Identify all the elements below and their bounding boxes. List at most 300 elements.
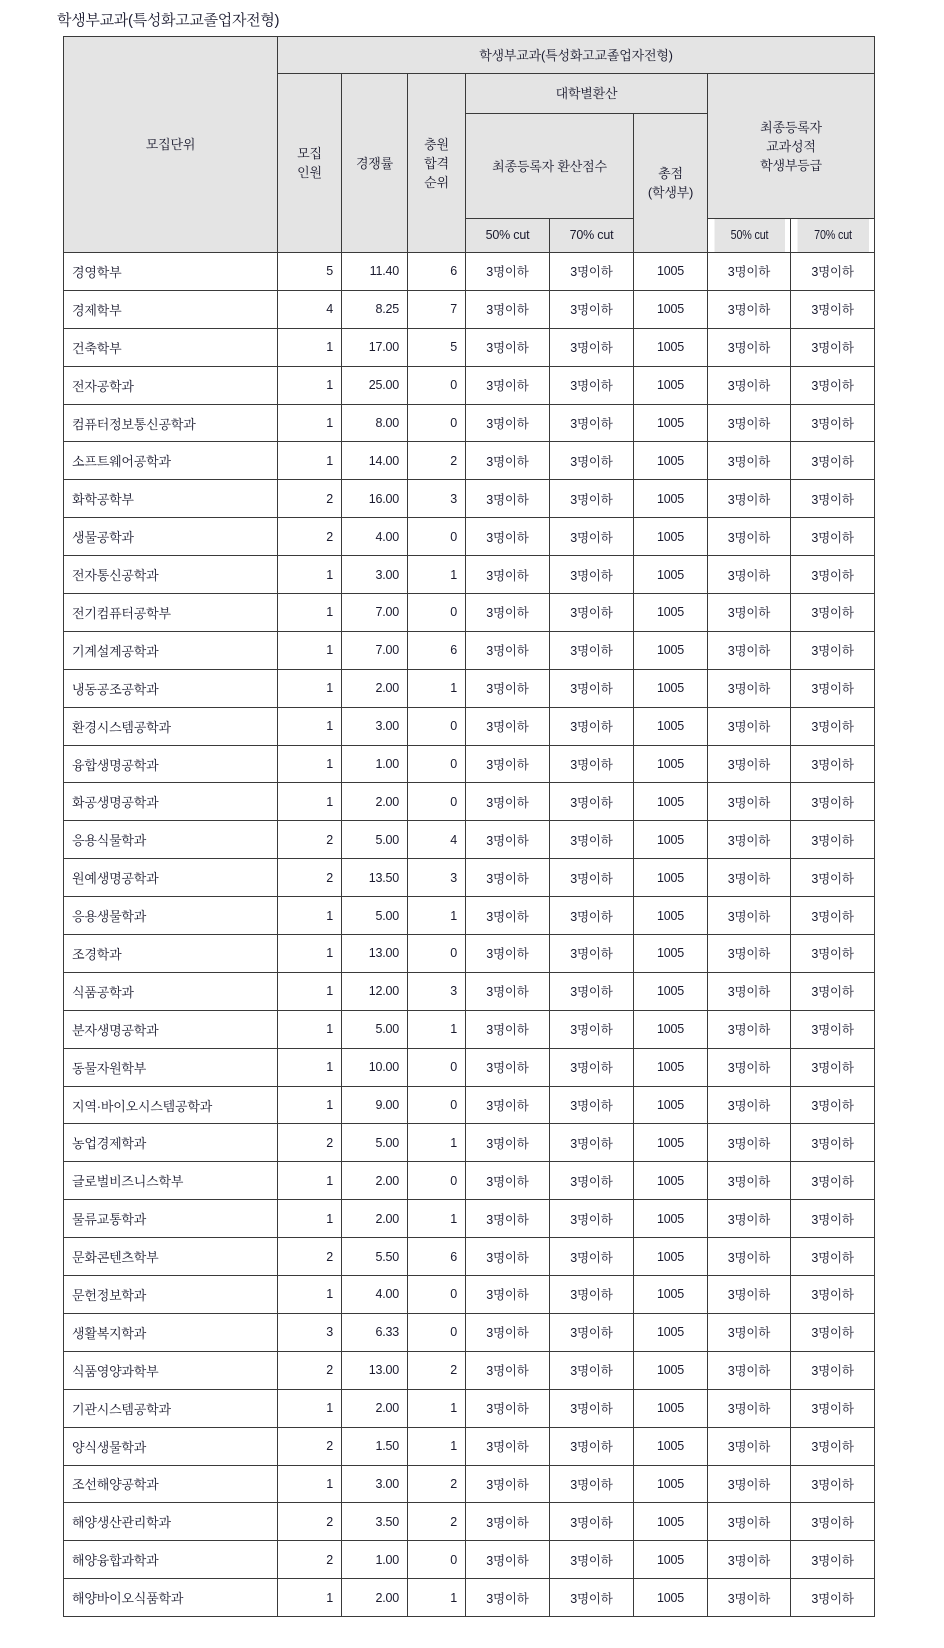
cell-quota: 1 bbox=[278, 707, 342, 745]
cell-total: 1005 bbox=[634, 1124, 708, 1162]
table-row bbox=[64, 404, 875, 442]
cell-conv-cut50: 3명이하 bbox=[466, 1313, 550, 1351]
cell-total: 1005 bbox=[634, 1048, 708, 1086]
cell-grade-cut70: 3명이하 bbox=[791, 897, 875, 935]
cell-conv-cut70: 3명이하 bbox=[550, 1124, 634, 1162]
cell-conv-cut70: 3명이하 bbox=[550, 1313, 634, 1351]
cell-conv-cut70: 3명이하 bbox=[550, 897, 634, 935]
cell-grade-cut70: 3명이하 bbox=[791, 783, 875, 821]
table-row bbox=[64, 821, 875, 859]
cell-quota: 1 bbox=[278, 1200, 342, 1238]
cell-total: 1005 bbox=[634, 1465, 708, 1503]
cell-unit: 해양융합과학과 bbox=[64, 1541, 278, 1579]
cell-conv-cut70: 3명이하 bbox=[550, 290, 634, 328]
cell-conv-cut50: 3명이하 bbox=[466, 1276, 550, 1314]
cell-ratio: 2.00 bbox=[342, 1162, 408, 1200]
cell-unit: 응용식물학과 bbox=[64, 821, 278, 859]
cell-grade-cut50: 3명이하 bbox=[708, 1200, 791, 1238]
table-row bbox=[64, 1579, 875, 1617]
cell-conv-cut50: 3명이하 bbox=[466, 1200, 550, 1238]
cell-grade-cut50: 3명이하 bbox=[708, 1427, 791, 1465]
cell-rank: 3 bbox=[408, 972, 466, 1010]
cell-grade-cut50: 3명이하 bbox=[708, 442, 791, 480]
cell-rank: 4 bbox=[408, 821, 466, 859]
header-total-line2: (학생부) bbox=[647, 185, 694, 200]
cell-quota: 1 bbox=[278, 1579, 342, 1617]
cell-total: 1005 bbox=[634, 1427, 708, 1465]
cell-conv-cut50: 3명이하 bbox=[466, 556, 550, 594]
cell-conv-cut70: 3명이하 bbox=[550, 859, 634, 897]
cell-rank: 1 bbox=[408, 1389, 466, 1427]
cell-unit: 원예생명공학과 bbox=[64, 859, 278, 897]
cell-conv-cut70: 3명이하 bbox=[550, 1351, 634, 1389]
cell-conv-cut70: 3명이하 bbox=[550, 442, 634, 480]
header-conv-cut70: 70% cut bbox=[550, 219, 634, 253]
cell-ratio: 4.00 bbox=[342, 518, 408, 556]
cell-ratio: 3.50 bbox=[342, 1503, 408, 1541]
cell-grade-cut50: 3명이하 bbox=[708, 253, 791, 291]
header-grade-cut50: 50% cut bbox=[713, 219, 784, 253]
table-row bbox=[64, 1238, 875, 1276]
table-row bbox=[64, 783, 875, 821]
cell-quota: 2 bbox=[278, 859, 342, 897]
cell-grade-cut50: 3명이하 bbox=[708, 745, 791, 783]
cell-ratio: 2.00 bbox=[342, 783, 408, 821]
cell-conv-cut70: 3명이하 bbox=[550, 1048, 634, 1086]
table-row bbox=[64, 1124, 875, 1162]
cell-grade-cut50: 3명이하 bbox=[708, 290, 791, 328]
cell-ratio: 6.33 bbox=[342, 1313, 408, 1351]
cell-ratio: 25.00 bbox=[342, 366, 408, 404]
cell-total: 1005 bbox=[634, 290, 708, 328]
cell-grade-cut50: 3명이하 bbox=[708, 1086, 791, 1124]
cell-quota: 1 bbox=[278, 404, 342, 442]
header-grade-group bbox=[708, 74, 875, 219]
cell-unit: 기계설계공학과 bbox=[64, 631, 278, 669]
cell-conv-cut50: 3명이하 bbox=[466, 1351, 550, 1389]
cell-grade-cut70: 3명이하 bbox=[791, 1124, 875, 1162]
cell-rank: 1 bbox=[408, 1200, 466, 1238]
table-row bbox=[64, 1465, 875, 1503]
cell-conv-cut50: 3명이하 bbox=[466, 935, 550, 973]
cell-conv-cut50: 3명이하 bbox=[466, 972, 550, 1010]
cell-grade-cut50: 3명이하 bbox=[708, 935, 791, 973]
cell-rank: 1 bbox=[408, 669, 466, 707]
cell-total: 1005 bbox=[634, 631, 708, 669]
table-body bbox=[64, 253, 875, 1617]
cell-total: 1005 bbox=[634, 253, 708, 291]
cell-grade-cut70: 3명이하 bbox=[791, 290, 875, 328]
cell-rank: 0 bbox=[408, 935, 466, 973]
cell-grade-cut70: 3명이하 bbox=[791, 442, 875, 480]
cell-quota: 2 bbox=[278, 1238, 342, 1276]
cell-grade-cut50: 3명이하 bbox=[708, 480, 791, 518]
table-row bbox=[64, 594, 875, 632]
admissions-table-container bbox=[63, 36, 874, 1617]
header-rank bbox=[408, 74, 466, 253]
cell-ratio: 4.00 bbox=[342, 1276, 408, 1314]
cell-conv-cut70: 3명이하 bbox=[550, 366, 634, 404]
cell-grade-cut70: 3명이하 bbox=[791, 1010, 875, 1048]
cell-ratio: 14.00 bbox=[342, 442, 408, 480]
admissions-results-table bbox=[63, 36, 875, 1617]
cell-conv-cut50: 3명이하 bbox=[466, 1427, 550, 1465]
cell-grade-cut50: 3명이하 bbox=[708, 707, 791, 745]
cell-conv-cut50: 3명이하 bbox=[466, 404, 550, 442]
cell-unit: 환경시스템공학과 bbox=[64, 707, 278, 745]
cell-unit: 전자공학과 bbox=[64, 366, 278, 404]
cell-grade-cut50: 3명이하 bbox=[708, 1503, 791, 1541]
cell-quota: 1 bbox=[278, 1389, 342, 1427]
cell-rank: 0 bbox=[408, 1541, 466, 1579]
header-total-score bbox=[634, 114, 708, 253]
cell-unit: 융합생명공학과 bbox=[64, 745, 278, 783]
table-row bbox=[64, 480, 875, 518]
cell-rank: 0 bbox=[408, 594, 466, 632]
cell-conv-cut50: 3명이하 bbox=[466, 669, 550, 707]
cell-conv-cut50: 3명이하 bbox=[466, 1010, 550, 1048]
cell-ratio: 2.00 bbox=[342, 1389, 408, 1427]
cell-ratio: 8.25 bbox=[342, 290, 408, 328]
cell-ratio: 16.00 bbox=[342, 480, 408, 518]
cell-ratio: 5.00 bbox=[342, 821, 408, 859]
cell-unit: 조선해양공학과 bbox=[64, 1465, 278, 1503]
cell-conv-cut50: 3명이하 bbox=[466, 480, 550, 518]
cell-unit: 화공생명공학과 bbox=[64, 783, 278, 821]
header-unit-column: 모집단위 bbox=[64, 37, 278, 253]
cell-quota: 1 bbox=[278, 1465, 342, 1503]
cell-rank: 3 bbox=[408, 480, 466, 518]
cell-unit: 물류교통학과 bbox=[64, 1200, 278, 1238]
cell-conv-cut70: 3명이하 bbox=[550, 556, 634, 594]
cell-quota: 2 bbox=[278, 1351, 342, 1389]
cell-quota: 1 bbox=[278, 556, 342, 594]
table-row bbox=[64, 1048, 875, 1086]
cell-unit: 소프트웨어공학과 bbox=[64, 442, 278, 480]
cell-grade-cut50: 3명이하 bbox=[708, 1579, 791, 1617]
cell-unit: 경제학부 bbox=[64, 290, 278, 328]
cell-ratio: 11.40 bbox=[342, 253, 408, 291]
cell-ratio: 8.00 bbox=[342, 404, 408, 442]
table-row bbox=[64, 1351, 875, 1389]
cell-conv-cut70: 3명이하 bbox=[550, 480, 634, 518]
cell-grade-cut50: 3명이하 bbox=[708, 366, 791, 404]
cell-conv-cut50: 3명이하 bbox=[466, 1541, 550, 1579]
cell-conv-cut50: 3명이하 bbox=[466, 594, 550, 632]
cell-rank: 0 bbox=[408, 1276, 466, 1314]
cell-conv-cut70: 3명이하 bbox=[550, 1086, 634, 1124]
cell-total: 1005 bbox=[634, 442, 708, 480]
cell-grade-cut70: 3명이하 bbox=[791, 745, 875, 783]
cell-unit: 해양생산관리학과 bbox=[64, 1503, 278, 1541]
cell-grade-cut70: 3명이하 bbox=[791, 1048, 875, 1086]
header-grade-group-line3: 학생부등급 bbox=[760, 157, 822, 173]
cell-grade-cut50: 3명이하 bbox=[708, 631, 791, 669]
cell-grade-cut50: 3명이하 bbox=[708, 1238, 791, 1276]
cell-quota: 1 bbox=[278, 594, 342, 632]
cell-unit: 동물자원학부 bbox=[64, 1048, 278, 1086]
cell-conv-cut70: 3명이하 bbox=[550, 328, 634, 366]
cell-rank: 0 bbox=[408, 404, 466, 442]
header-total-line1: 총점 bbox=[658, 166, 683, 181]
cell-quota: 2 bbox=[278, 480, 342, 518]
cell-unit: 조경학과 bbox=[64, 935, 278, 973]
cell-total: 1005 bbox=[634, 897, 708, 935]
cell-grade-cut70: 3명이하 bbox=[791, 821, 875, 859]
cell-conv-cut50: 3명이하 bbox=[466, 707, 550, 745]
cell-quota: 1 bbox=[278, 783, 342, 821]
cell-total: 1005 bbox=[634, 821, 708, 859]
cell-grade-cut70: 3명이하 bbox=[791, 366, 875, 404]
cell-grade-cut50: 3명이하 bbox=[708, 1276, 791, 1314]
table-row bbox=[64, 935, 875, 973]
cell-conv-cut70: 3명이하 bbox=[550, 1541, 634, 1579]
cell-ratio: 2.00 bbox=[342, 1579, 408, 1617]
header-quota-line1: 모집 bbox=[297, 146, 322, 161]
cell-rank: 1 bbox=[408, 1124, 466, 1162]
cell-total: 1005 bbox=[634, 1276, 708, 1314]
cell-conv-cut70: 3명이하 bbox=[550, 1465, 634, 1503]
cell-grade-cut70: 3명이하 bbox=[791, 328, 875, 366]
cell-ratio: 3.00 bbox=[342, 556, 408, 594]
cell-ratio: 10.00 bbox=[342, 1048, 408, 1086]
cell-conv-cut70: 3명이하 bbox=[550, 404, 634, 442]
cell-total: 1005 bbox=[634, 1162, 708, 1200]
cell-grade-cut50: 3명이하 bbox=[708, 821, 791, 859]
cell-ratio: 1.00 bbox=[342, 1541, 408, 1579]
cell-ratio: 5.00 bbox=[342, 1010, 408, 1048]
cell-grade-cut70: 3명이하 bbox=[791, 935, 875, 973]
cell-conv-cut50: 3명이하 bbox=[466, 897, 550, 935]
cell-conv-cut50: 3명이하 bbox=[466, 745, 550, 783]
cell-grade-cut70: 3명이하 bbox=[791, 631, 875, 669]
cell-rank: 6 bbox=[408, 631, 466, 669]
cell-unit: 전자통신공학과 bbox=[64, 556, 278, 594]
table-row bbox=[64, 631, 875, 669]
cell-quota: 1 bbox=[278, 328, 342, 366]
table-row bbox=[64, 366, 875, 404]
cell-unit: 글로벌비즈니스학부 bbox=[64, 1162, 278, 1200]
cell-rank: 0 bbox=[408, 783, 466, 821]
table-row bbox=[64, 290, 875, 328]
cell-grade-cut50: 3명이하 bbox=[708, 1010, 791, 1048]
cell-conv-cut50: 3명이하 bbox=[466, 1124, 550, 1162]
cell-quota: 1 bbox=[278, 935, 342, 973]
cell-conv-cut70: 3명이하 bbox=[550, 707, 634, 745]
cell-unit: 생활복지학과 bbox=[64, 1313, 278, 1351]
cell-conv-cut70: 3명이하 bbox=[550, 821, 634, 859]
header-grade-group-line1: 최종등록자 bbox=[760, 119, 822, 135]
cell-ratio: 7.00 bbox=[342, 594, 408, 632]
cell-quota: 2 bbox=[278, 518, 342, 556]
cell-quota: 5 bbox=[278, 253, 342, 291]
cell-rank: 7 bbox=[408, 290, 466, 328]
cell-grade-cut70: 3명이하 bbox=[791, 253, 875, 291]
cell-total: 1005 bbox=[634, 1238, 708, 1276]
cell-total: 1005 bbox=[634, 1351, 708, 1389]
cell-rank: 1 bbox=[408, 1427, 466, 1465]
cell-quota: 2 bbox=[278, 1124, 342, 1162]
cell-conv-cut50: 3명이하 bbox=[466, 783, 550, 821]
cell-total: 1005 bbox=[634, 556, 708, 594]
header-rank-line1: 충원 bbox=[424, 136, 449, 152]
cell-grade-cut50: 3명이하 bbox=[708, 972, 791, 1010]
cell-grade-cut70: 3명이하 bbox=[791, 1086, 875, 1124]
cell-conv-cut70: 3명이하 bbox=[550, 1579, 634, 1617]
cell-conv-cut50: 3명이하 bbox=[466, 1465, 550, 1503]
cell-conv-cut50: 3명이하 bbox=[466, 821, 550, 859]
cell-unit: 생물공학과 bbox=[64, 518, 278, 556]
cell-unit: 농업경제학과 bbox=[64, 1124, 278, 1162]
header-grade-group-line2: 교과성적 bbox=[766, 138, 816, 154]
cell-grade-cut70: 3명이하 bbox=[791, 1541, 875, 1579]
table-row bbox=[64, 1010, 875, 1048]
cell-ratio: 7.00 bbox=[342, 631, 408, 669]
cell-rank: 0 bbox=[408, 745, 466, 783]
table-row bbox=[64, 1389, 875, 1427]
header-quota-line2: 인원 bbox=[297, 165, 322, 180]
table-row bbox=[64, 1200, 875, 1238]
cell-conv-cut50: 3명이하 bbox=[466, 253, 550, 291]
cell-rank: 1 bbox=[408, 1010, 466, 1048]
table-row bbox=[64, 1162, 875, 1200]
cell-rank: 2 bbox=[408, 442, 466, 480]
table-row bbox=[64, 859, 875, 897]
cell-ratio: 2.00 bbox=[342, 1200, 408, 1238]
cell-conv-cut50: 3명이하 bbox=[466, 290, 550, 328]
cell-ratio: 1.00 bbox=[342, 745, 408, 783]
table-row bbox=[64, 328, 875, 366]
cell-total: 1005 bbox=[634, 1389, 708, 1427]
cell-unit: 해양바이오식품학과 bbox=[64, 1579, 278, 1617]
cell-total: 1005 bbox=[634, 1010, 708, 1048]
cell-grade-cut50: 3명이하 bbox=[708, 1162, 791, 1200]
cell-grade-cut70: 3명이하 bbox=[791, 669, 875, 707]
cell-grade-cut50: 3명이하 bbox=[708, 404, 791, 442]
cell-grade-cut70: 3명이하 bbox=[791, 1162, 875, 1200]
cell-rank: 0 bbox=[408, 1313, 466, 1351]
cell-rank: 0 bbox=[408, 707, 466, 745]
cell-conv-cut50: 3명이하 bbox=[466, 442, 550, 480]
cell-grade-cut50: 3명이하 bbox=[708, 1541, 791, 1579]
cell-grade-cut70: 3명이하 bbox=[791, 1579, 875, 1617]
cell-total: 1005 bbox=[634, 366, 708, 404]
cell-rank: 0 bbox=[408, 1048, 466, 1086]
cell-conv-cut50: 3명이하 bbox=[466, 1503, 550, 1541]
cell-ratio: 13.00 bbox=[342, 1351, 408, 1389]
cell-unit: 문화콘텐츠학부 bbox=[64, 1238, 278, 1276]
cell-conv-cut70: 3명이하 bbox=[550, 935, 634, 973]
cell-total: 1005 bbox=[634, 935, 708, 973]
cell-conv-cut70: 3명이하 bbox=[550, 1276, 634, 1314]
cell-unit: 냉동공조공학과 bbox=[64, 669, 278, 707]
cell-conv-cut50: 3명이하 bbox=[466, 1389, 550, 1427]
cell-conv-cut70: 3명이하 bbox=[550, 783, 634, 821]
cell-ratio: 12.00 bbox=[342, 972, 408, 1010]
cell-conv-cut70: 3명이하 bbox=[550, 631, 634, 669]
cell-total: 1005 bbox=[634, 783, 708, 821]
table-row bbox=[64, 253, 875, 291]
cell-ratio: 5.00 bbox=[342, 897, 408, 935]
cell-grade-cut50: 3명이하 bbox=[708, 1465, 791, 1503]
cell-conv-cut50: 3명이하 bbox=[466, 1579, 550, 1617]
cell-conv-cut70: 3명이하 bbox=[550, 1162, 634, 1200]
cell-unit: 문헌정보학과 bbox=[64, 1276, 278, 1314]
header-rank-line2: 합격 bbox=[424, 155, 449, 171]
cell-rank: 1 bbox=[408, 556, 466, 594]
cell-conv-cut50: 3명이하 bbox=[466, 859, 550, 897]
cell-conv-cut50: 3명이하 bbox=[466, 1238, 550, 1276]
cell-unit: 응용생물학과 bbox=[64, 897, 278, 935]
table-row bbox=[64, 1086, 875, 1124]
cell-unit: 지역·바이오시스템공학과 bbox=[64, 1086, 278, 1124]
cell-quota: 4 bbox=[278, 290, 342, 328]
cell-conv-cut50: 3명이하 bbox=[466, 328, 550, 366]
cell-rank: 5 bbox=[408, 328, 466, 366]
header-conversion-group: 대학별환산 bbox=[466, 74, 708, 114]
cell-conv-cut70: 3명이하 bbox=[550, 1010, 634, 1048]
cell-grade-cut70: 3명이하 bbox=[791, 1313, 875, 1351]
cell-grade-cut50: 3명이하 bbox=[708, 556, 791, 594]
cell-grade-cut50: 3명이하 bbox=[708, 669, 791, 707]
cell-conv-cut70: 3명이하 bbox=[550, 1427, 634, 1465]
cell-rank: 6 bbox=[408, 253, 466, 291]
cell-rank: 0 bbox=[408, 1086, 466, 1124]
cell-unit: 식품영양과학부 bbox=[64, 1351, 278, 1389]
cell-ratio: 3.00 bbox=[342, 707, 408, 745]
cell-conv-cut50: 3명이하 bbox=[466, 1162, 550, 1200]
cell-unit: 양식생물학과 bbox=[64, 1427, 278, 1465]
cell-ratio: 3.00 bbox=[342, 1465, 408, 1503]
cell-conv-cut70: 3명이하 bbox=[550, 1200, 634, 1238]
table-row bbox=[64, 669, 875, 707]
table-row bbox=[64, 897, 875, 935]
cell-conv-cut70: 3명이하 bbox=[550, 972, 634, 1010]
cell-grade-cut70: 3명이하 bbox=[791, 1503, 875, 1541]
cell-quota: 1 bbox=[278, 897, 342, 935]
cell-ratio: 17.00 bbox=[342, 328, 408, 366]
cell-grade-cut50: 3명이하 bbox=[708, 897, 791, 935]
cell-total: 1005 bbox=[634, 1579, 708, 1617]
cell-conv-cut50: 3명이하 bbox=[466, 1086, 550, 1124]
cell-ratio: 5.00 bbox=[342, 1124, 408, 1162]
cell-grade-cut70: 3명이하 bbox=[791, 1238, 875, 1276]
cell-unit: 경영학부 bbox=[64, 253, 278, 291]
cell-unit: 분자생명공학과 bbox=[64, 1010, 278, 1048]
table-row bbox=[64, 1313, 875, 1351]
cell-grade-cut50: 3명이하 bbox=[708, 594, 791, 632]
cell-quota: 1 bbox=[278, 631, 342, 669]
cell-grade-cut70: 3명이하 bbox=[791, 594, 875, 632]
cell-grade-cut70: 3명이하 bbox=[791, 1389, 875, 1427]
table-row bbox=[64, 556, 875, 594]
cell-total: 1005 bbox=[634, 1503, 708, 1541]
header-conversion-score: 최종등록자 환산점수 bbox=[466, 114, 634, 219]
cell-grade-cut70: 3명이하 bbox=[791, 1351, 875, 1389]
table-header bbox=[64, 37, 875, 253]
cell-conv-cut50: 3명이하 bbox=[466, 366, 550, 404]
table-row bbox=[64, 442, 875, 480]
cell-grade-cut50: 3명이하 bbox=[708, 1048, 791, 1086]
cell-conv-cut70: 3명이하 bbox=[550, 1389, 634, 1427]
cell-unit: 기관시스템공학과 bbox=[64, 1389, 278, 1427]
cell-quota: 1 bbox=[278, 745, 342, 783]
cell-grade-cut70: 3명이하 bbox=[791, 972, 875, 1010]
cell-rank: 1 bbox=[408, 897, 466, 935]
cell-conv-cut70: 3명이하 bbox=[550, 669, 634, 707]
header-row-1 bbox=[64, 37, 875, 74]
cell-total: 1005 bbox=[634, 1313, 708, 1351]
